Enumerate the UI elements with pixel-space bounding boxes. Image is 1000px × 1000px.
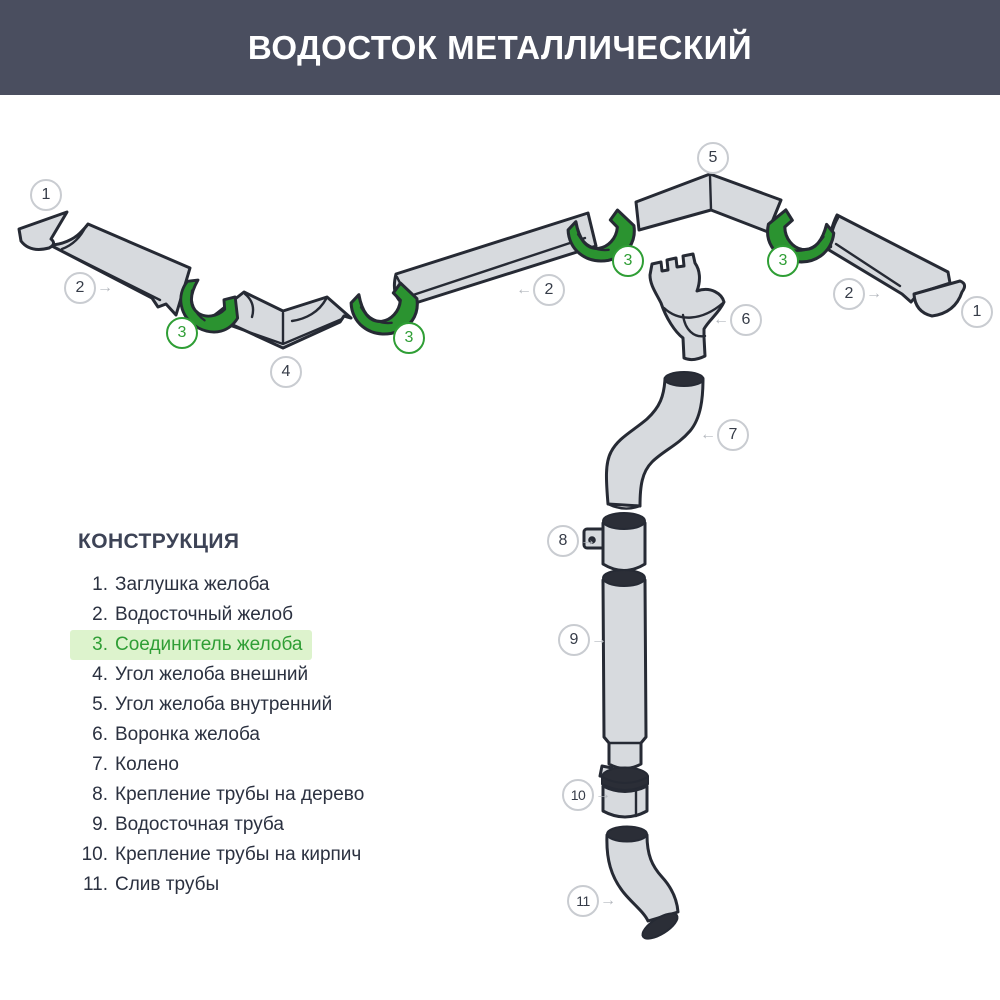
legend-item: [70, 870, 229, 900]
callout-7: 7: [717, 419, 749, 451]
callout-1: 1: [30, 179, 62, 211]
legend-item-label: Колено: [115, 754, 179, 775]
callout-arrow-right: →: [866, 285, 882, 302]
legend-item-label: Крепление трубы на кирпич: [115, 844, 362, 865]
callout-arrow-left: ←: [713, 311, 729, 328]
legend-item-number: 6.: [92, 724, 108, 745]
gutter-funnel: [650, 254, 724, 360]
legend-item-number: 7.: [92, 754, 108, 775]
legend-item: [70, 810, 294, 840]
callout-arrow-right: →: [595, 786, 611, 803]
legend-item-number: 2.: [92, 604, 108, 625]
legend-item-label: Слив трубы: [115, 874, 220, 895]
legend-item: [70, 840, 371, 870]
legend-item-label: Заглушка желоба: [115, 574, 270, 595]
legend-item: [70, 690, 342, 720]
pipe-outlet: [607, 827, 681, 944]
callout-arrow-left: ←: [700, 426, 716, 443]
callout-4: 4: [270, 356, 302, 388]
legend-item-label: Крепление трубы на дерево: [115, 784, 365, 805]
callout-2: 2: [64, 272, 96, 304]
callout-2: 2: [533, 274, 565, 306]
callout-1: 1: [961, 296, 993, 328]
callout-arrow-left: ←: [516, 281, 532, 298]
legend-item-number: 9.: [92, 814, 108, 835]
legend-item-label: Угол желоба внешний: [115, 664, 309, 685]
callout-3: 3: [166, 317, 198, 349]
legend-heading: КОНСТРУКЦИЯ: [78, 530, 240, 553]
pipe-elbow: [606, 372, 703, 509]
callout-5: 5: [697, 142, 729, 174]
legend-item-label: Водосточная труба: [115, 814, 284, 835]
callout-3: 3: [767, 245, 799, 277]
callout-3: 3: [612, 245, 644, 277]
callout-arrow-right: →: [580, 532, 596, 549]
legend-item-label: Соединитель желоба: [115, 634, 303, 655]
legend-item-label: Угол желоба внутренний: [115, 694, 333, 715]
legend-item-number: 8.: [92, 784, 108, 805]
legend-item: [70, 720, 270, 750]
legend-item-number: 1.: [92, 574, 108, 595]
legend-item-number: 4.: [92, 664, 108, 685]
legend: [78, 530, 374, 900]
callout-arrow-right: →: [591, 631, 607, 648]
callout-9: 9: [558, 624, 590, 656]
legend-item: [70, 630, 312, 660]
callout-arrow-right: →: [600, 892, 616, 909]
legend-item-number: 11.: [82, 874, 108, 895]
downpipe: [603, 570, 646, 769]
legend-item-label: Воронка желоба: [115, 724, 260, 745]
callout-10: 10: [562, 779, 594, 811]
callout-2: 2: [833, 278, 865, 310]
legend-list: [78, 570, 374, 900]
callout-3: 3: [393, 322, 425, 354]
legend-item-number: 3.: [92, 634, 108, 655]
callout-arrow-right: →: [97, 279, 113, 296]
callout-11: 11: [567, 885, 599, 917]
legend-item-label: Водосточный желоб: [115, 604, 293, 625]
legend-item-number: 10.: [81, 844, 108, 865]
gutter-corner-inner: [636, 174, 781, 232]
callout-6: 6: [730, 304, 762, 336]
legend-item: [70, 600, 303, 630]
legend-item: [70, 660, 318, 690]
page-title: ВОДОСТОК МЕТАЛЛИЧЕСКИЙ: [247, 28, 753, 66]
legend-item-number: 5.: [92, 694, 108, 715]
gutter-channel-middle: [394, 213, 596, 306]
legend-item: [70, 780, 374, 810]
legend-item: [70, 570, 280, 600]
callout-8: 8: [547, 525, 579, 557]
legend-item: [70, 750, 189, 780]
